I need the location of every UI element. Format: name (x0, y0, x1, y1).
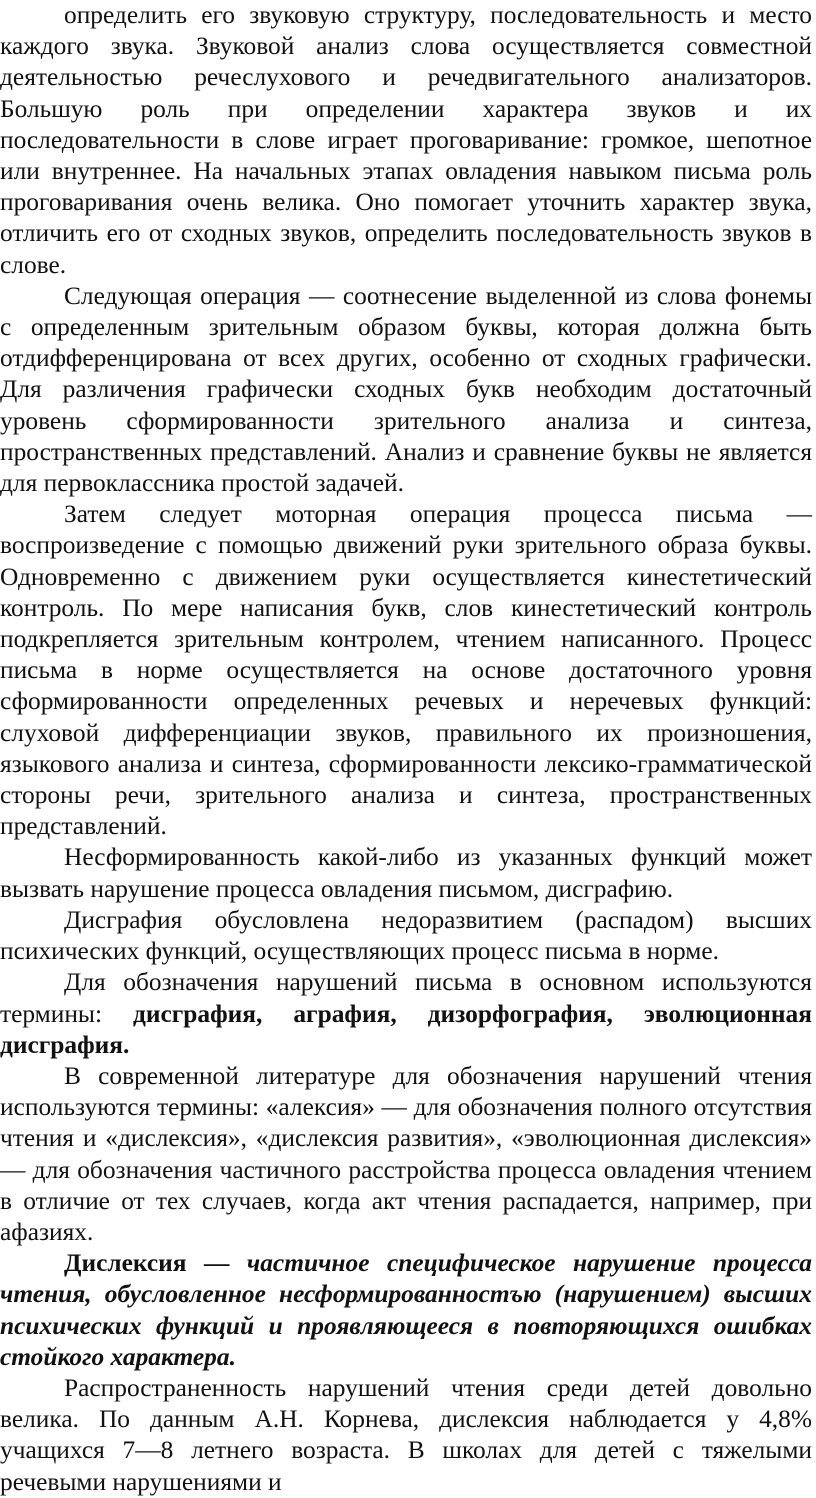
writing-terms-bold: дисграфия, аграфия, дизорфография, эволюционная дисграфия. (0, 999, 812, 1059)
paragraph-unformed-functions: Несформированность какой-либо из указанных функций может вызвать нарушение процесса овладения письмом, дисграфию. (0, 843, 812, 903)
paragraph-prevalence: Распространенность нарушений чтения среди детей довольно велика. По данным А.Н. Корнева, дислексия наблюдается у 4,8% учащихся 7—8 летнего возраста. В школах для детей с тяжелыми речевыми нарушениями и (0, 1373, 812, 1496)
paragraph-motor-operation: Затем следует моторная операция процесса письма — воспроизведение с помощью движений руки зрительного образа буквы. Одновременно с движением руки осуществляется кинестетический контроль. По мере написания букв, слов кинестетический контроль подкрепляется зрительным контролем, чтением написанного. Процесс письма в норме осуществляется на основе достаточного уровня сформированности определенных речевых и неречевых функций: слуховой дифференциации звуков, правильного их произношения, языкового анализа и синтеза, сформированности лексико-грамматической стороны речи, зрительного анализа и синтеза, пространственных представлений. (0, 500, 812, 841)
writing-terms-lead: Для обозначения нарушений письма в основном используются термины: (0, 968, 812, 1028)
dyslexia-definition-text: частичное специфическое нарушение процесса чтения, обусловленное несформированностъю (нарушением) высших психических функций и проявляющееся в повторяющихся ошибках стойкого характера. (0, 1249, 812, 1371)
paragraph-dyslexia-definition (0, 1248, 812, 1373)
dyslexia-term: Дислексия — (64, 1249, 230, 1278)
paragraph-phoneme-mapping: Следующая операция — соотнесение выделенной из слова фонемы с определенным зрительным образом буквы, которая должна быть отдифференцирована от всех других, особенно от сходных графически. Для различения графически сходных букв необходим достаточный уровень сформированности зрительного анализа и синтеза, пространственных представлений. Анализ и сравнение буквы не является для первоклассника простой задачей. (0, 281, 812, 498)
paragraph-dysgraphia-cause: Дисграфия обусловлена недоразвитием (распадом) высших психических функций, осуществляющих процесс письма в норме. (0, 905, 812, 966)
paragraph-writing-terms (0, 967, 812, 1061)
paragraph-reading-terms: В современной литературе для обозначения нарушений чтения используются термины: «алексия» — для обозначения полного отсутствия чтения и «дислексия», «дислексия развития», «эволюционная дислексия» — для обозначения частичного расстройства процесса овладения чтением в отличие от тех случаев, когда акт чтения распадается, например, при афазиях. (0, 1061, 812, 1246)
paragraph-sound-analysis: определить его звуковую структуру, последовательность и место каждого звука. Звуковой анализ слова осуществляется совместной деятельностью речеслухового и речедвигательного анализаторов. Большую роль при определении характера звуков и их последовательности в слове играет проговаривание: громкое, шепотное или внутреннее. На начальных этапах овладения навыком письма роль проговаривания очень велика. Оно помогает уточнить характер звука, отличить его от сходных звуков, определить последовательность звуков в слове. (0, 1, 812, 279)
